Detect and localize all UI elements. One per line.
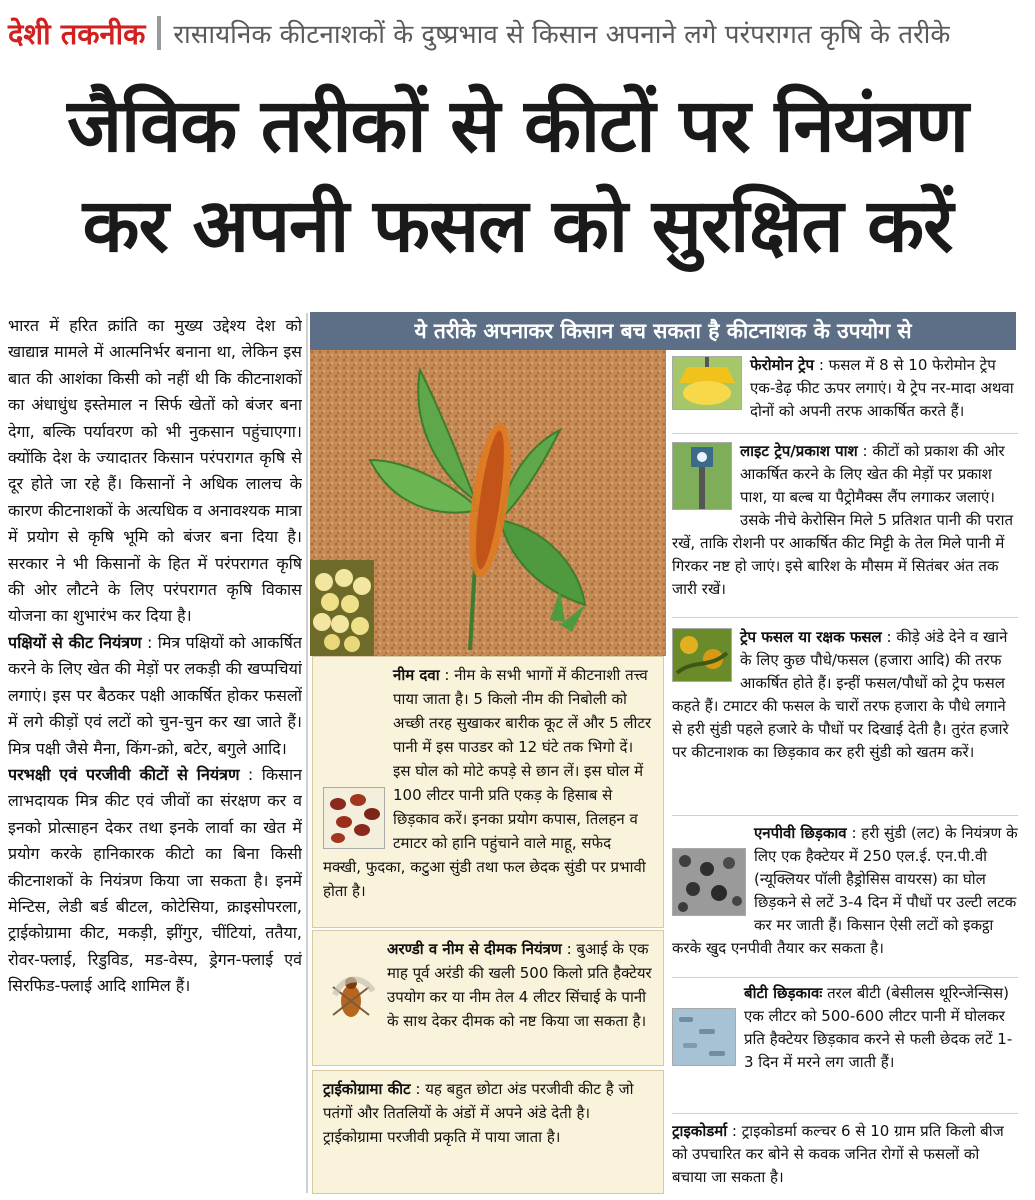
bt-section — [672, 982, 1018, 1114]
kicker-subhead: रासायनिक कीटनाशकों के दुष्प्रभाव से किसान अपनाने लगे परंपरागत कृषि के तरीके — [173, 20, 951, 50]
termite-thumbnail — [323, 965, 379, 1031]
intro-paragraph: भारत में हरित क्रांति का मुख्य उद्देश्य देश को खाद्यान्न मामले में आत्मनिर्भर बनाना था, लेकिन इस बात की आशंका किसी को नहीं थी कि कीटनाशकों का अंधाधुंध इस्तेमाल न सिर्फ खेतों को बंजर बना देगा, बल्कि पर्यावरण को भी नुकसान पहुंचाएगा। क्योंकि देश के ज्यादातर किसान परंपरागत कृषि से दूर होते जा रहे हैं। किसानों ने अधिक लालच के कारण कीटनाशकों के अत्यधिक व अनावश्यक मात्रा में प्रयोग से कृषि भूमि को बंजर बना दिया है। सरकार ने भी किसानों के हित में परंपरागत कृषि की ओर लौटने के लिए परंपरागत कृषि विकास योजना का शुभारंभ कर दिया है। — [8, 316, 302, 626]
ferom-text: : फसल में 8 से 10 फेरोमोन ट्रेप एक-डेढ़ फीट ऊपर लगाएं। ये ट्रेप नर-मादा अथवा दोनों को अपनी तरफ आकर्षित करते हैं। — [750, 356, 1014, 420]
banner: ये तरीके अपनाकर किसान बच सकता है कीटनाशक के उपयोग से — [310, 312, 1016, 350]
bt-heading: बीटी छिड़कावः — [744, 984, 823, 1002]
arandi-heading: अरण्डी व नीम से दीमक नियंत्रण — [387, 940, 562, 958]
trap-crop-section — [672, 626, 1018, 816]
tricoderma-section — [672, 1120, 1018, 1196]
kicker-bar — [8, 8, 1026, 58]
pheromone-trap-section — [672, 354, 1018, 434]
trap-crop-icon — [672, 628, 732, 682]
column-divider — [306, 313, 308, 1193]
caterpillar-photo — [310, 350, 666, 656]
birds-paragraph — [8, 630, 302, 762]
tricho-heading: ट्राईकोग्रामा कीट — [323, 1080, 411, 1098]
seeds-thumbnail — [323, 787, 385, 849]
section-tag: देशी तकनीक — [8, 16, 146, 51]
ferom-heading: फेरोमोन ट्रेप — [750, 356, 815, 374]
left-column — [8, 313, 302, 1193]
arandi-text: : बुआई के एक माह पूर्व अरंडी की खली 500 किलो प्रति हैक्टेयर उपयोग कर या नीम तेल 4 लीटर सिंचाई के पानी के साथ देकर दीमक को नष्ट किया जा सकता है। — [387, 940, 652, 1030]
predator-paragraph — [8, 762, 302, 1000]
predator-heading: परभक्षी एवं परजीवी कीटों से नियंत्रण — [8, 764, 240, 784]
light-heading: लाइट ट्रेप/प्रकाश पाश — [740, 442, 858, 460]
trapcrop-text: : कीड़े अंडे देने व खाने के लिए कुछ पौधे/फसल (हजारा आदि) की तरफ आकर्षित होते हैं। इन्हीं फसल/पौधों को ट्रेप फसल कहते हैं। टमाटर की फसल के चारों तरफ हजारा के पौधे लगाने से हरी सुंडी पहले हजारे के पौधों पर दिखाई देती है। तुरंत हजारे पर कीटनाशक का छिड़काव कर हरी सुंडी को खतम करें। — [672, 628, 1009, 761]
bt-bacteria-image — [672, 1008, 736, 1066]
bt-text: तरल बीटी (बेसीलस थूरिन्जेन्सिस) एक लीटर को 500-600 लीटर पानी में घोलकर प्रति हैक्टेयर छिड़काव करने से फली छेदक लटें 1-3 दिन में मरने लग जाती हैं। — [744, 984, 1013, 1071]
npv-section — [672, 822, 1018, 978]
pheromone-trap-icon — [672, 356, 742, 410]
birds-text: : मित्र पक्षियों को आकर्षित करने के लिए खेत की मेड़ों पर लकड़ी की खप्पचियां लगाएं। इस पर बैठकर पक्षी आकर्षित होकर फसलों में लगे कीड़ों एवं लटों को चुन-चुन कर खा जाते हैं। मित्र पक्षी जैसे मैना, किंग-क्रो, बटेर, बगुले आदि। — [8, 632, 302, 758]
light-trap-icon — [672, 442, 732, 510]
tricho-text: : यह बहुत छोटा अंड परजीवी कीट है जो पतंगों और तितलियों के अंडों में अपने अंडे देती है। ट्राईकोग्रामा परजीवी प्रकृति में पाया जाता है। — [323, 1080, 634, 1146]
light-text: : कीटों को प्रकाश की ओर आकर्षित करने के लिए खेत की मेड़ों पर प्रकाश पाश, या बल्ब या पैट्रोमैक्स लैंप लगाकर जलाएं। उसके नीचे केरोसिन मिले 5 प्रतिशत पानी की परात रखें, ताकि रोशनी पर आकर्षित कीट मिट्टी के तेल मिले पानी में गिरकर नष्ट हो जाएं। इसे बारिश के मौसम में सितंबर अंत तक जारी रखें। — [672, 442, 1014, 598]
kicker-divider — [157, 16, 161, 50]
headline-line-1: जैविक तरीकों से कीटों पर नियंत्रण — [67, 83, 968, 169]
trapcrop-heading: ट्रेप फसल या रक्षक फसल — [740, 628, 882, 646]
tricoderma-heading: ट्राइकोडर्मा — [672, 1122, 728, 1140]
npv-virus-image — [672, 848, 746, 916]
npv-text: : हरी सुंडी (लट) के नियंत्रण के लिए एक हैक्टेयर में 250 एल.ई. एन.पी.वी (न्यूक्लियर पॉली हैड्रोसिस वायरस) का घोल छिड़कने से लटें 3-4 दिन में पौधों पर उल्टी लटक कर मर जाती हैं। किसान ऐसी लटों को इकट्ठा करके खुद एनपीवी तैयार कर सकता है। — [672, 824, 1018, 957]
neem-text: : नीम के सभी भागों में कीटनाशी तत्त्व पाया जाता है। 5 किलो नीम की निबोली को अच्छी तरह सुखाकर बारीक कूट लें और 5 लीटर पानी में इस पाउडर को 12 घंटे तक भिगो दें। इस घोल को मोटे कपड़े से छान लें। इस घोल में 100 लीटर पानी प्रति एकड़ के हिसाब से छिड़काव करें। इनका प्रयोग कपास, तिलहन व टमाटर को हानि पहुंचाने वाले माहू, सफेद मक्खी, फुदका, कटुआ सुंडी तथा फल छेदक सुंडी पर प्रभावी होता है। — [323, 666, 652, 900]
neem-box — [312, 656, 664, 928]
tricoderma-text: : ट्राइकोडर्मा कल्चर 6 से 10 ग्राम प्रति किलो बीज को उपचारित कर बोने से कवक जनित रोगों से फसलों को बचाया जा सकता है। — [672, 1122, 1004, 1186]
arandi-box — [312, 930, 664, 1066]
npv-heading: एनपीवी छिड़काव — [754, 824, 847, 842]
trichogramma-box — [312, 1070, 664, 1194]
neem-heading: नीम दवा — [393, 666, 440, 684]
light-trap-section — [672, 440, 1018, 618]
predator-text: : किसान लाभदायक मित्र कीट एवं जीवों का संरक्षण कर व इनको प्रोत्साहन देकर तथा इनके लार्वा का खेत में प्रयोग करके हानिकारक कीटो का बिना किसी कीटनाशकों के नियंत्रण किया जा सकता है। इनमें मेन्टिस, लेडी बर्ड बीटल, कोटेसिया, क्राइसोपरला, ट्राईकोग्रामा कीट, मकड़ी, झींगुर, चींटियां, ततैया, रोवर-फ्लाई, रिडुविड, मड-वेस्प, ड्रेगन-फ्लाई एवं सिरफिड-फ्लाई आदि शामिल हैं। — [8, 764, 302, 996]
birds-heading: पक्षियों से कीट नियंत्रण — [8, 632, 142, 652]
headline-line-2: कर अपनी फसल को सुरक्षित करें — [82, 183, 953, 269]
